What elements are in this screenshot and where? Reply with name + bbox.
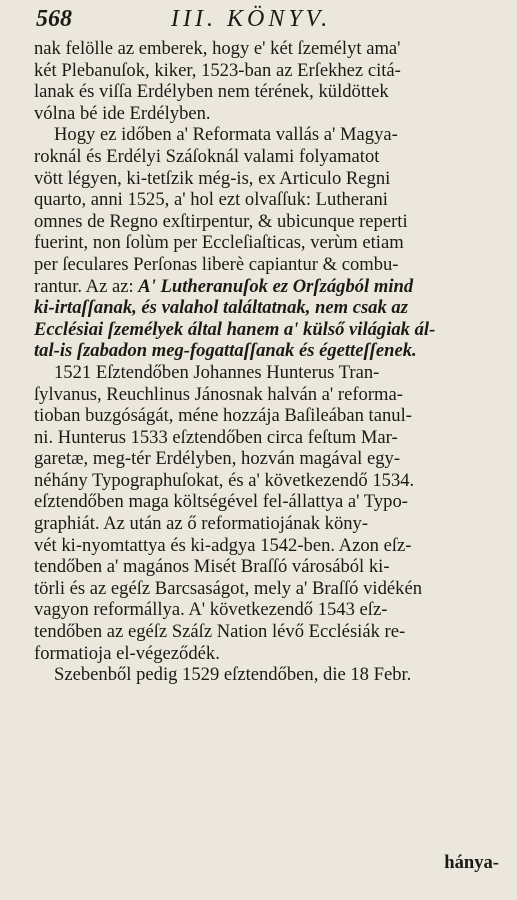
text-line: 1521 Eſztendőben Johannes Hunterus Tran- bbox=[54, 361, 380, 383]
text-line: nak felölle az emberek, hogy e' két ſzemélyt ama' bbox=[34, 38, 401, 59]
text-line: tendőben az egéſz Száſz Nation lévő Ecclésiák re- bbox=[34, 621, 406, 643]
running-head: III. KÖNYV. bbox=[171, 6, 332, 32]
text-line: vagyon reformállya. A' következendő 1543 eſz- bbox=[34, 599, 388, 621]
text-line: ki-irtaſſanak, és valahol találtatnak, nem csak az bbox=[34, 297, 408, 319]
text-line: roknál és Erdélyi Száſoknál valami folyamatot bbox=[34, 145, 380, 167]
text-line: formatioja el-végeződék. bbox=[34, 642, 220, 664]
text-line-italic-part: A' Lutheranuſok ez Orſzágból mind bbox=[138, 275, 414, 297]
text-line: vét ki-nyomtattya és ki-adgya 1542-ben. Azon eſz- bbox=[34, 534, 412, 556]
text-line: graphiát. Az után az ő reformatiojának köny- bbox=[34, 513, 369, 535]
text-line: omnes de Regno exſtirpentur, & ubicunque reperti bbox=[34, 210, 408, 232]
text-line: két Plebanuſok, kiker, 1523-ban az Erſekhez citá- bbox=[34, 59, 401, 81]
text-line: vólna bé ide Erdélyben. bbox=[34, 102, 211, 124]
text-line: tioban buzgóságát, méne hozzája Baſileában tanul- bbox=[34, 405, 412, 427]
text-line: Ecclésiai ſzemélyek által hanem a' külső világiak ál- bbox=[34, 318, 436, 340]
text-line: törli és az egéſz Barcsaságot, mely a' Braſſó vidékén bbox=[34, 577, 422, 599]
text-line: fuerint, non ſolùm per Eccleſiaſticas, verùm etiam bbox=[34, 232, 404, 254]
page-header bbox=[36, 6, 487, 32]
text-line: garetæ, meg-tér Erdélyben, hozván magával egy- bbox=[34, 448, 401, 470]
text-line: eſztendőben maga költségével fel-állattya a' Typo- bbox=[34, 491, 408, 513]
text-line: Hogy ez időben a' Reformata vallás a' Magya- bbox=[54, 124, 398, 146]
text-line: ni. Hunterus 1533 eſztendőben circa feſtum Mar- bbox=[34, 426, 398, 448]
text-line: quarto, anni 1525, a' hol ezt olvaſſuk: Lutherani bbox=[34, 189, 388, 211]
text-line: néhány Typographuſokat, és a' következendő 1534. bbox=[34, 469, 415, 491]
text-line: tendőben a' magános Misét Braſſó városából ki- bbox=[34, 556, 390, 578]
body-text bbox=[34, 38, 496, 686]
text-line: ſylvanus, Reuchlinus Jánosnak halván a' reforma- bbox=[34, 383, 403, 405]
text-line: Szebenből pedig 1529 eſztendőben, die 18 Febr. bbox=[54, 664, 412, 686]
catchword: hánya- bbox=[444, 852, 499, 873]
text-line: tal-is ſzabadon meg-fogattaſſanak és égetteſſenek. bbox=[34, 340, 417, 362]
text-line: vött légyen, ki-tetſzik még-is, ex Articulo Regni bbox=[34, 167, 391, 189]
text-line: lanak és viſſa Erdélyben nem térének, küldöttek bbox=[34, 81, 389, 103]
text-line: per ſeculares Perſonas liberè capiantur & combu- bbox=[34, 253, 399, 275]
text-line-roman-part: rantur. Az az: bbox=[34, 275, 139, 297]
page-number: 568 bbox=[36, 6, 72, 32]
text-line bbox=[34, 276, 496, 298]
